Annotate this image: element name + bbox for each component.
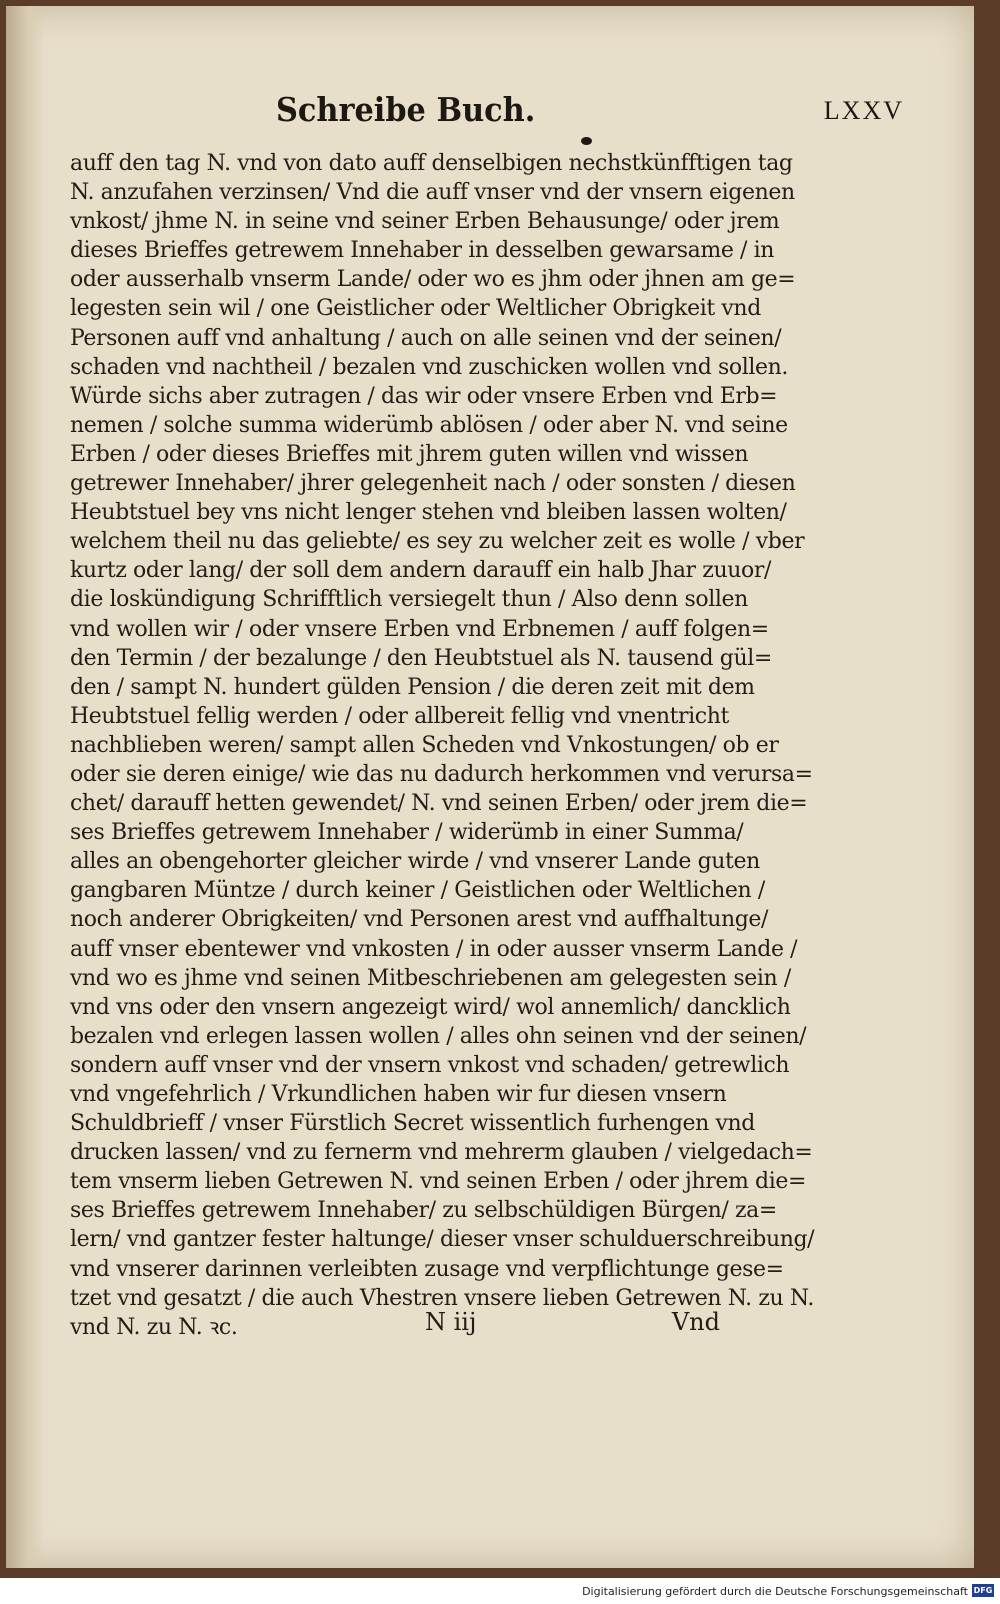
ink-blot-mark bbox=[581, 137, 592, 145]
text-line: auff vnser ebentewer vnd vnkosten / in oder ausser vnserm Lande / bbox=[70, 936, 798, 962]
text-line: vnd vngefehrlich / Vrkundlichen haben wir fur diesen vnsern bbox=[70, 1082, 727, 1107]
text-line: Erben / oder dieses Brieffes mit jhrem guten willen vnd wissen bbox=[70, 441, 749, 467]
text-line: sondern auff vnser vnd der vnsern vnkost vnd schaden/ getrewlich bbox=[70, 1052, 790, 1078]
text-line: vnd vnserer darinnen verleibten zusage vnd verpflichtunge gese= bbox=[70, 1256, 784, 1282]
funding-credit: Digitalisierung gefördert durch die Deutsche Forschungsgemeinschaft bbox=[582, 1585, 968, 1598]
text-line: schaden vnd nachtheil / bezalen vnd zuschicken wollen vnd sollen. bbox=[70, 354, 789, 380]
text-line: legesten sein wil / one Geistlicher oder Weltlicher Obrigkeit vnd bbox=[70, 296, 761, 322]
catchword: Vnd bbox=[671, 1308, 720, 1336]
text-line: vnkost/ jhme N. in seine vnd seiner Erben Behausunge/ oder jrem bbox=[70, 209, 780, 235]
text-line: tem vnserm lieben Getrewen N. vnd seinen Erben / oder jhrem die= bbox=[70, 1169, 806, 1195]
text-line: dieses Brieffes getrewem Innehaber in desselben gewarsame / in bbox=[70, 238, 775, 264]
text-line: den / sampt N. hundert gülden Pension / die deren zeit mit dem bbox=[70, 674, 755, 700]
text-line: Schuldbrieff / vnser Fürstlich Secret wissentlich furhengen vnd bbox=[70, 1111, 755, 1137]
running-title: Schreibe Buch. bbox=[276, 90, 536, 129]
signature-mark: N iij bbox=[425, 1308, 477, 1336]
text-line: ses Brieffes getrewem Innehaber / widerümb in einer Summa/ bbox=[70, 820, 744, 846]
running-head bbox=[276, 90, 904, 140]
text-line: die loskündigung Schrifftlich versiegelt thun / Also denn sollen bbox=[70, 587, 748, 613]
text-line: noch anderer Obrigkeiten/ vnd Personen arest vnd auffhaltunge/ bbox=[70, 907, 769, 933]
text-line: oder ausserhalb vnserm Lande/ oder wo es jhm oder jhnen am ge= bbox=[70, 267, 796, 293]
text-line: tzet vnd gesatzt / die auch Vhestren vnsere lieben Getrewen N. zu N. bbox=[70, 1285, 814, 1311]
text-line: vnd wollen wir / oder vnsere Erben vnd Erbnemen / auff folgen= bbox=[70, 616, 769, 642]
text-line: Personen auff vnd anhaltung / auch on alle seinen vnd der seinen/ bbox=[70, 325, 782, 351]
text-line: Heubtstuel bey vns nicht lenger stehen vnd bleiben lassen wolten/ bbox=[70, 500, 787, 526]
text-line: Würde sichs aber zutragen / das wir oder vnsere Erben vnd Erb= bbox=[70, 383, 778, 409]
dfg-logo: DFG bbox=[973, 1586, 993, 1595]
text-line: alles an obengehorter gleicher wirde / vnd vnserer Lande guten bbox=[70, 849, 760, 875]
text-line: oder sie deren einige/ wie das nu dadurch herkommen vnd verursa= bbox=[70, 761, 813, 787]
text-line: ses Brieffes getrewem Innehaber/ zu selbschüldigen Bürgen/ za= bbox=[70, 1198, 777, 1224]
text-line: nemen / solche summa widerümb ablösen / oder aber N. vnd seine bbox=[70, 412, 788, 438]
text-line: getrewer Innehaber/ jhrer gelegenheit nach / oder sonsten / diesen bbox=[70, 471, 796, 497]
text-line: Heubtstuel fellig werden / oder allbereit fellig vnd vnentricht bbox=[70, 703, 729, 729]
text-line: bezalen vnd erlegen lassen wollen / alles ohn seinen vnd der seinen/ bbox=[70, 1023, 807, 1049]
text-line: vnd vns oder den vnsern angezeigt wird/ wol annemlich/ dancklich bbox=[70, 994, 791, 1020]
page-gutter bbox=[6, 6, 44, 1568]
text-line: den Termin / der bezalunge / den Heubtstuel als N. tausend gül= bbox=[70, 645, 772, 671]
text-line: lern/ vnd gantzer fester haltunge/ dieser vnser schulduerschreibung/ bbox=[70, 1227, 815, 1253]
text-line: vnd N. zu N. ꝛc. bbox=[70, 1314, 238, 1340]
text-line: auff den tag N. vnd von dato auff denselbigen nechstkünfftigen tag bbox=[70, 151, 793, 176]
folio-number: LXXV bbox=[823, 96, 904, 125]
digitization-footer bbox=[0, 1578, 1000, 1604]
text-line: kurtz oder lang/ der soll dem andern darauff ein halb Jhar zuuor/ bbox=[70, 558, 771, 584]
book-page bbox=[6, 6, 974, 1568]
text-line: nachblieben weren/ sampt allen Scheden vnd Vnkostungen/ ob er bbox=[70, 732, 779, 758]
text-line: N. anzufahen verzinsen/ Vnd die auff vnser vnd der vnsern eigenen bbox=[70, 180, 795, 206]
body-text bbox=[70, 149, 815, 1342]
text-line: chet/ darauff hetten gewendet/ N. vnd seinen Erben/ oder jrem die= bbox=[70, 791, 808, 817]
text-line: drucken lassen/ vnd zu fernerm vnd mehrerm glauben / vielgedach= bbox=[70, 1140, 813, 1166]
text-line: gangbaren Müntze / durch keiner / Geistlichen oder Weltlichen / bbox=[70, 878, 765, 904]
text-line: welchem theil nu das geliebte/ es sey zu welcher zeit es wolle / vber bbox=[70, 529, 805, 555]
page-foot bbox=[70, 1308, 720, 1342]
text-line: vnd wo es jhme vnd seinen Mitbeschriebenen am gelegesten sein / bbox=[70, 965, 791, 991]
